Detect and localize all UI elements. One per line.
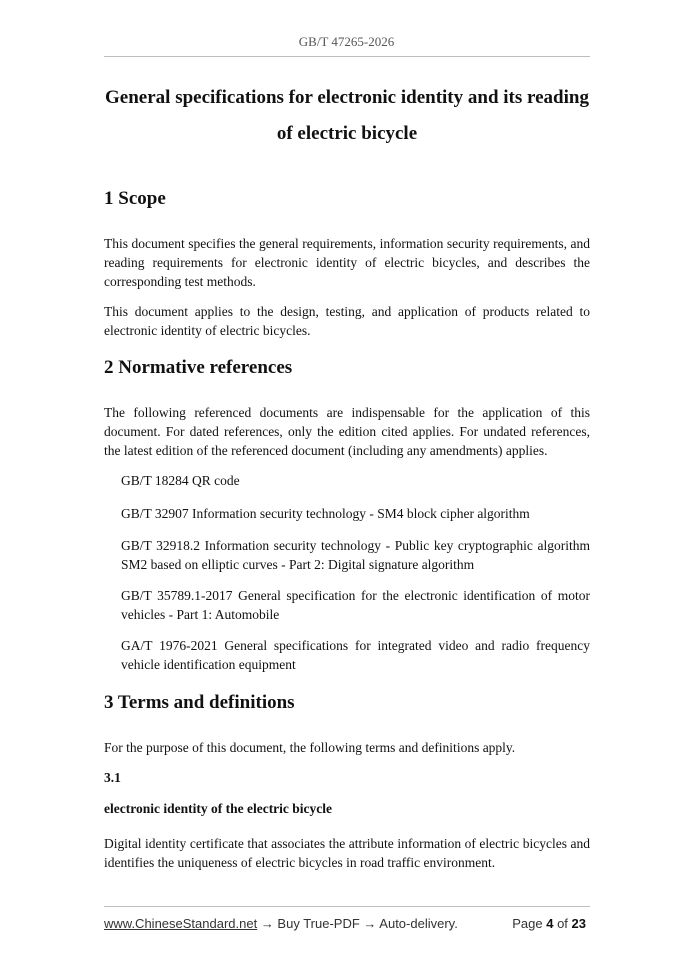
- footer-divider: [104, 906, 590, 907]
- section-heading-scope: 1 Scope: [104, 188, 166, 209]
- header-doc-code: GB/T 47265-2026: [298, 34, 395, 49]
- term-definition: Digital identity certificate that associates the attribute information of electric bicycles and identifies the uniqueness of electric bicycles in road traffic environment.: [104, 836, 590, 870]
- term-name: electronic identity of the electric bicycle: [104, 801, 333, 816]
- reference-item: GA/T 1976-2021 General specifications for integrated video and radio frequency vehicle identification equipment: [121, 638, 590, 672]
- document-title-line-1: General specifications for electronic identity and its reading: [105, 87, 589, 108]
- scope-paragraph-2: This document applies to the design, testing, and application of products related to electronic identity of electric bicycles.: [104, 304, 590, 338]
- reference-item: GB/T 18284 QR code: [121, 473, 240, 488]
- page-total: 23: [571, 916, 586, 931]
- reference-item: GB/T 32918.2 Information security technology - Public key cryptographic algorithm SM2 based on elliptic curves - Part 2: Digital signature algorithm: [121, 538, 590, 572]
- header-divider: [104, 56, 590, 57]
- site-link[interactable]: www.ChineseStandard.net: [104, 916, 258, 931]
- page-current: 4: [546, 916, 554, 931]
- document-title-line-2: of electric bicycle: [276, 123, 418, 144]
- term-number: 3.1: [104, 770, 121, 785]
- normative-intro-paragraph: The following referenced documents are indispensable for the application of this document. For dated references, only the edition cited applies. For undated references, the latest edition of the referenced document (including any amendments) applies.: [104, 405, 590, 458]
- section-heading-terms-definitions: 3 Terms and definitions: [104, 692, 295, 713]
- page-label: Page: [512, 916, 543, 931]
- footer-tagline: → Buy True-PDF → Auto-delivery.: [257, 916, 458, 931]
- page-number: [512, 916, 586, 931]
- section-heading-normative-references: 2 Normative references: [104, 357, 293, 378]
- page-of-label: of: [557, 916, 568, 931]
- terms-intro-paragraph: For the purpose of this document, the following terms and definitions apply.: [104, 740, 516, 755]
- reference-item: GB/T 35789.1-2017 General specification for the electronic identification of motor vehicles - Part 1: Automobile: [121, 588, 590, 622]
- reference-item: GB/T 32907 Information security technology - SM4 block cipher algorithm: [121, 506, 530, 521]
- scope-paragraph-1: This document specifies the general requirements, information security requirements, and reading requirements for electronic identity of electric bicycles, and describes the corresponding test methods.: [104, 236, 590, 289]
- footer-promo: [104, 916, 458, 931]
- document-title: [104, 80, 590, 152]
